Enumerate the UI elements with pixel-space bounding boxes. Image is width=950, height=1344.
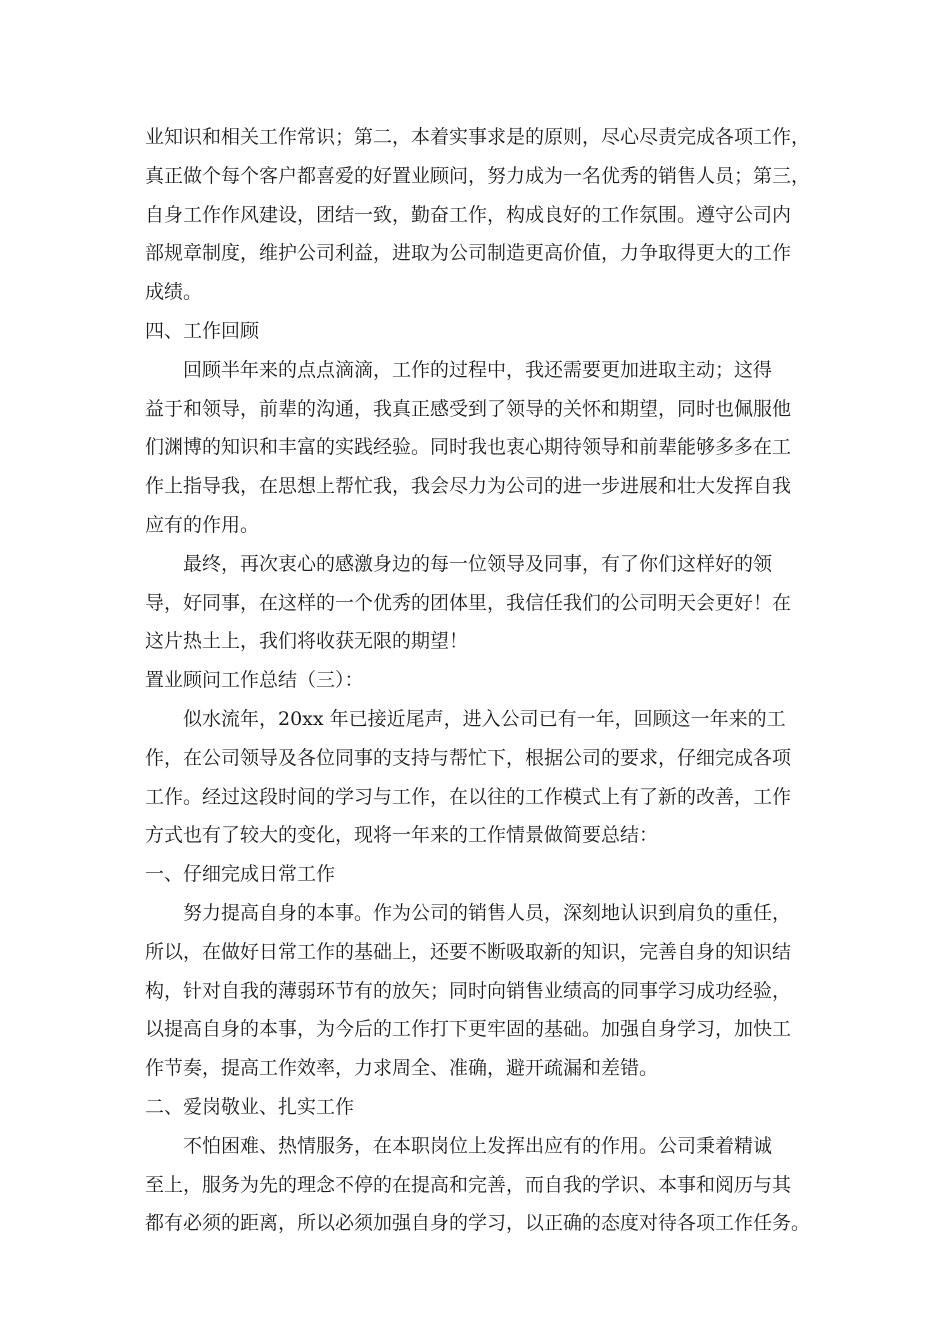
text-line: 导，好同事，在这样的一个优秀的团体里，我信任我们的公司明天会更好！在: [145, 591, 792, 614]
text-line: 作节奏，提高工作效率，力求周全、准确，避开疏漏和差错。: [145, 1057, 659, 1080]
text-line: 工作。经过这段时间的学习与工作，在以往的工作模式上有了新的改善，工作: [145, 785, 792, 808]
paragraph-continuation: [145, 118, 815, 312]
section-heading-daily-work: [145, 855, 815, 894]
section-heading-work-review: [145, 312, 815, 351]
text-line: 方式也有了较大的变化，现将一年来的工作情景做简要总结：: [145, 824, 659, 847]
heading-text: 置业顾问工作总结（三）：: [145, 669, 364, 692]
heading-text: 一、仔细完成日常工作: [145, 863, 336, 886]
document-body: [145, 118, 815, 1243]
text-line: 最终，再次衷心的感激身边的每一位领导及同事，有了你们这样好的领: [183, 552, 773, 575]
text-line: 构，针对自我的薄弱环节有的放矢；同时向销售业绩高的同事学习成功经验，: [145, 979, 792, 1002]
text-line: 益于和领导，前辈的沟通，我真正感受到了领导的关怀和期望，同时也佩服他: [145, 397, 792, 420]
paragraph-thanks: [145, 545, 815, 661]
text-line: 部规章制度，维护公司利益，进取为公司制造更高价值，力争取得更大的工作: [145, 242, 792, 265]
paragraph-review: [145, 351, 815, 545]
text-line: 不怕困难、热情服务，在本职岗位上发挥出应有的作用。公司秉着精诚: [183, 1134, 773, 1157]
text-line: 似水流年，20xx 年已接近尾声，进入公司已有一年，回顾这一年来的工: [183, 707, 786, 730]
text-line: 业知识和相关工作常识；第二，本着实事求是的原则，尽心尽责完成各项工作，: [145, 126, 811, 148]
text-line: 努力提高自身的本事。作为公司的销售人员，深刻地认识到肩负的重任，: [183, 901, 792, 924]
text-line: 真正做个每个客户都喜爱的好置业顾问，努力成为一名优秀的销售人员；第三，: [145, 164, 811, 187]
text-line: 至上，服务为先的理念不停的在提高和完善，而自我的学识、本事和阅历与其: [145, 1173, 792, 1196]
text-line: 作，在公司领导及各位同事的支持与帮忙下，根据公司的要求，仔细完成各项: [145, 746, 792, 769]
section-heading-summary-three: [145, 661, 815, 700]
text-line: 自身工作作风建设，团结一致，勤奋工作，构成良好的工作氛围。遵守公司内: [145, 203, 792, 226]
text-line: 都有必须的距离，所以必须加强自身的学习，以正确的态度对待各项工作任务。: [145, 1212, 811, 1235]
paragraph-intro: [145, 700, 815, 855]
text-line: 成绩。: [145, 281, 203, 304]
text-line: 作上指导我，在思想上帮忙我，我会尽力为公司的进一步进展和壮大发挥自我: [145, 475, 792, 498]
section-heading-dedication: [145, 1088, 815, 1127]
paragraph-daily-work: [145, 894, 815, 1088]
text-line: 这片热土上，我们将收获无限的期望！: [145, 630, 469, 653]
heading-text: 四、工作回顾: [145, 319, 260, 342]
text-line: 应有的作用。: [145, 513, 260, 536]
text-line: 以提高自身的本事，为今后的工作打下更牢固的基础。加强自身学习，加快工: [145, 1018, 792, 1041]
heading-text: 二、爱岗敬业、扎实工作: [145, 1095, 355, 1118]
text-line: 所以，在做好日常工作的基础上，还要不断吸取新的知识，完善自身的知识结: [145, 940, 792, 963]
text-line: 回顾半年来的点点滴滴，工作的过程中，我还需要更加进取主动；这得: [183, 358, 773, 381]
paragraph-dedication: [145, 1127, 815, 1243]
text-line: 们渊博的知识和丰富的实践经验。同时我也衷心期待领导和前辈能够多多在工: [145, 436, 792, 459]
